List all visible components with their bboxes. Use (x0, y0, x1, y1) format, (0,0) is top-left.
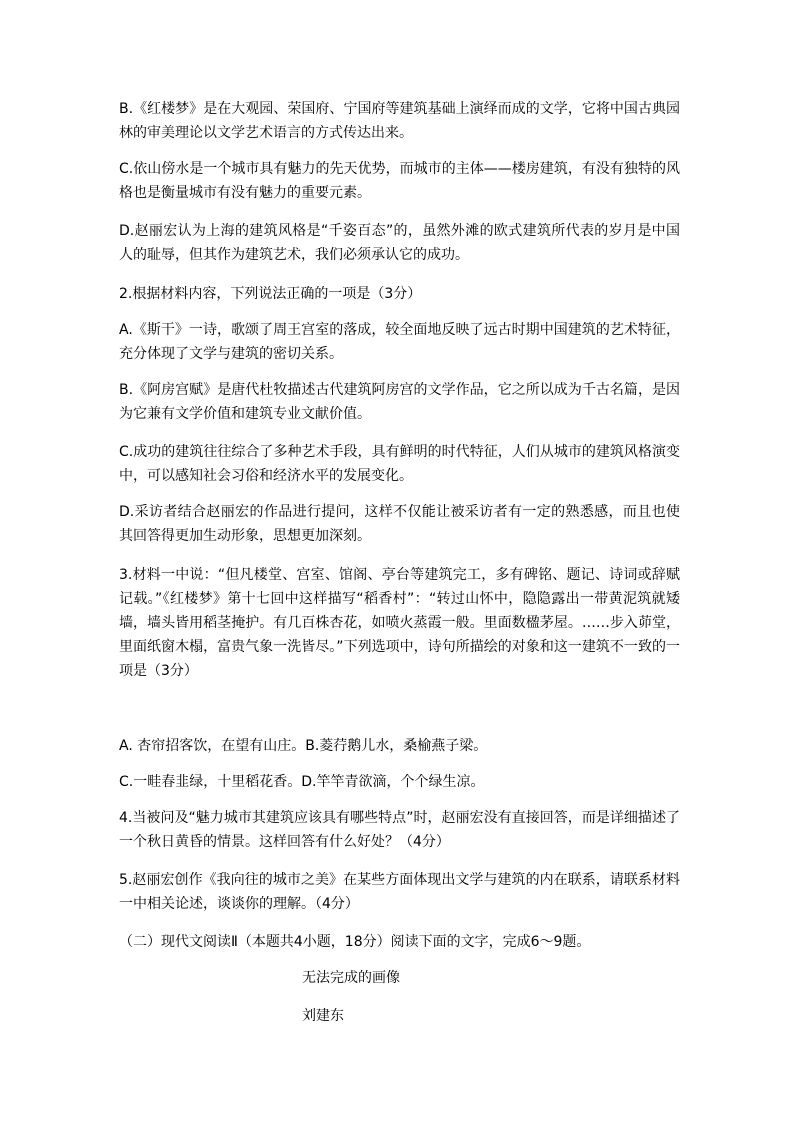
option-c-q1: C.依山傍水是一个城市具有魅力的先天优势，而城市的主体——楼房建筑，有没有独特的风格也是衡量城市有没有魅力的重要元素。 (119, 161, 680, 201)
option-b-q1: B.《红楼梦》是在大观园、荣国府、宁国府等建筑基础上演绎而成的文学，它将中国古典园林的审美理论以文学艺术语言的方式传达出来。 (119, 101, 680, 141)
option-a-q2: A.《斯干》一诗，歌颂了周王宫室的落成，较全面地反映了远古时期中国建筑的艺术特征，充分体现了文学与建筑的密切关系。 (119, 322, 680, 362)
option-d-q1: D.赵丽宏认为上海的建筑风格是“千姿百态”的，虽然外滩的欧式建筑所代表的岁月是中国人的耻辱，但其作为建筑艺术，我们必须承认它的成功。 (119, 223, 680, 263)
section-heading: （二）现代文阅读Ⅱ（本题共4小题，18分）阅读下面的文字，完成6～9题。 (119, 934, 591, 950)
question-3: 3.材料一中说：“但凡楼堂、宫室、馆阁、亭台等建筑完工，多有碑铭、题记、诗词或辞赋记载。”《红楼梦》第十七回中这样描写“稻香村”：“转过山怀中，隐隐露出一带黄泥筑就矮墙，墙头皆用稻茎掩护。有几百株杏花，如喷火蒸霞一般。里面数楹茅屋。……步入茆堂，里面纸窗木榻，富贵气象一洗皆尽。”下列选项中，诗句所描绘的对象和这一建筑不一致的一项是（3分） (119, 567, 680, 679)
article-author: 刘建东 (302, 1008, 344, 1024)
options-c-d-q3: C.一畦春韭绿，十里稻花香。D.竿竿青欲滴，个个绿生凉。 (119, 774, 485, 790)
question-5: 5.赵丽宏创作《我向往的城市之美》在某些方面体现出文学与建筑的内在联系，请联系材料一中相关论述，谈谈你的理解。（4分） (119, 872, 680, 912)
option-b-q2: B.《阿房宫赋》是唐代杜牧描述古代建筑阿房宫的文学作品，它之所以成为千古名篇，是因为它兼有文学价值和建筑专业文献价值。 (119, 382, 680, 422)
options-a-b-q3: A. 杏帘招客饮，在望有山庄。B.菱荇鹅儿水，桑榆燕子梁。 (119, 738, 488, 754)
article-title: 无法完成的画像 (302, 970, 400, 986)
question-2: 2.根据材料内容，下列说法正确的一项是（3分） (119, 286, 422, 302)
option-c-q2: C.成功的建筑往往综合了多种艺术手段，具有鲜明的时代特征，人们从城市的建筑风格演变中，可以感知社会习俗和经济水平的发展变化。 (119, 444, 680, 484)
option-d-q2: D.采访者结合赵丽宏的作品进行提问，这样不仅能让被采访者有一定的熟悉感，而且也使其回答得更加生动形象，思想更加深刻。 (119, 504, 680, 544)
question-4: 4.当被问及“魅力城市其建筑应该具有哪些特点”时，赵丽宏没有直接回答，而是详细描述了一个秋日黄昏的情景。这样回答有什么好处？（4分） (119, 810, 680, 850)
